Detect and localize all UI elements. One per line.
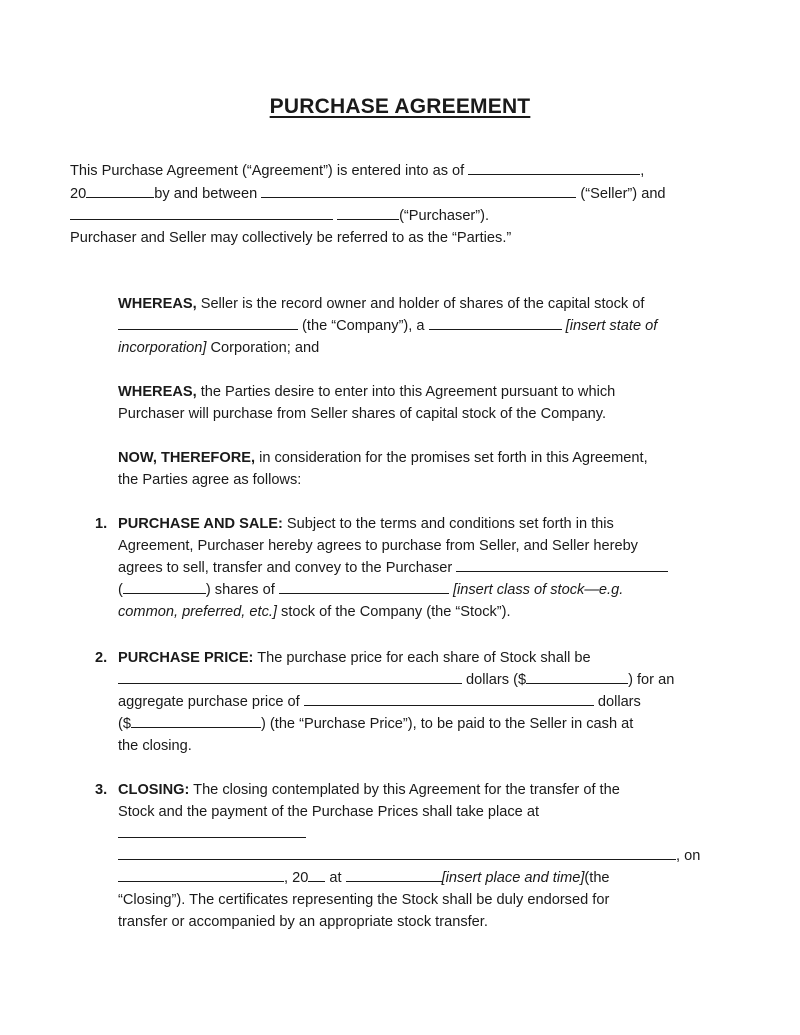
whereas-1-paragraph: WHEREAS, Seller is the record owner and holder of shares of the capital stock of (the “Company”), a [insert state of incorporation] Corporation; and [118,296,658,356]
seller-name-blank[interactable] [261,183,576,198]
section-2-purchase-price: PURCHASE PRICE: The purchase price for each share of Stock shall be dollars ($ ) for an aggregate purchase price of dollars ($ ) (the “Purchase Price”), to be paid to the Seller in cash at the closing. [118,650,675,754]
closing-time-blank[interactable] [346,867,442,882]
purchaser-name-blank-2[interactable] [337,205,399,220]
section-1-purchase-and-sale: PURCHASE AND SALE: Subject to the terms and conditions set forth in this Agreement, Purchaser hereby agrees to purchase from Seller, and Seller hereby agrees to sell, transfer and convey to the Purchaser ( ) shares of [insert class of stock—e.g. common, preferred, etc.] stock of the Company (the “Stock”). [118,513,730,623]
section-3-number: 3. [95,782,108,798]
price-per-share-words-blank[interactable] [118,669,462,684]
section-3-closing: CLOSING: The closing contemplated by this Agreement for the transfer of the Stock and the payment of the Purchase Prices shall take place at , on , 20 at [insert place and time](the “Closing”). The certificates representing the Stock shall be duly endorsed for transfer or accompanied by an appropriate stock transfer. [118,782,701,930]
price-per-share-amount-blank[interactable] [526,669,628,684]
company-name-blank[interactable] [118,315,298,330]
intro-paragraph [70,160,730,249]
aggregate-price-amount-blank[interactable] [131,713,261,728]
share-count-words-blank[interactable] [456,557,668,572]
section-2-number: 2. [95,650,108,666]
date-blank[interactable] [468,160,640,175]
purchaser-name-blank[interactable] [70,205,333,220]
closing-date-blank[interactable] [118,867,284,882]
intro-line-4: Purchaser and Seller may collectively be referred to as the “Parties.” [70,229,512,246]
closing-year-blank[interactable] [308,867,325,882]
intro-line-2: 20 by and between (“Seller”) and [70,183,730,206]
aggregate-price-words-blank[interactable] [304,691,594,706]
closing-place-blank-1[interactable] [118,823,306,838]
section-1-number: 1. [95,516,108,532]
document-title: PURCHASE AGREEMENT [269,95,531,118]
share-count-number-blank[interactable] [123,579,206,594]
state-blank[interactable] [429,315,562,330]
intro-line-3: (“Purchaser”). [70,205,730,228]
stock-class-blank[interactable] [279,579,449,594]
year-blank[interactable] [86,183,154,198]
intro-line-1: This Purchase Agreement (“Agreement”) is entered into as of , [70,160,730,183]
whereas-2-paragraph: WHEREAS, the Parties desire to enter into this Agreement pursuant to which Purchaser will purchase from Seller shares of capital stock of the Company. [118,384,616,422]
now-therefore-paragraph: NOW, THEREFORE, in consideration for the promises set forth in this Agreement, the Parties agree as follows: [118,450,648,488]
closing-place-blank-2[interactable] [118,845,676,860]
